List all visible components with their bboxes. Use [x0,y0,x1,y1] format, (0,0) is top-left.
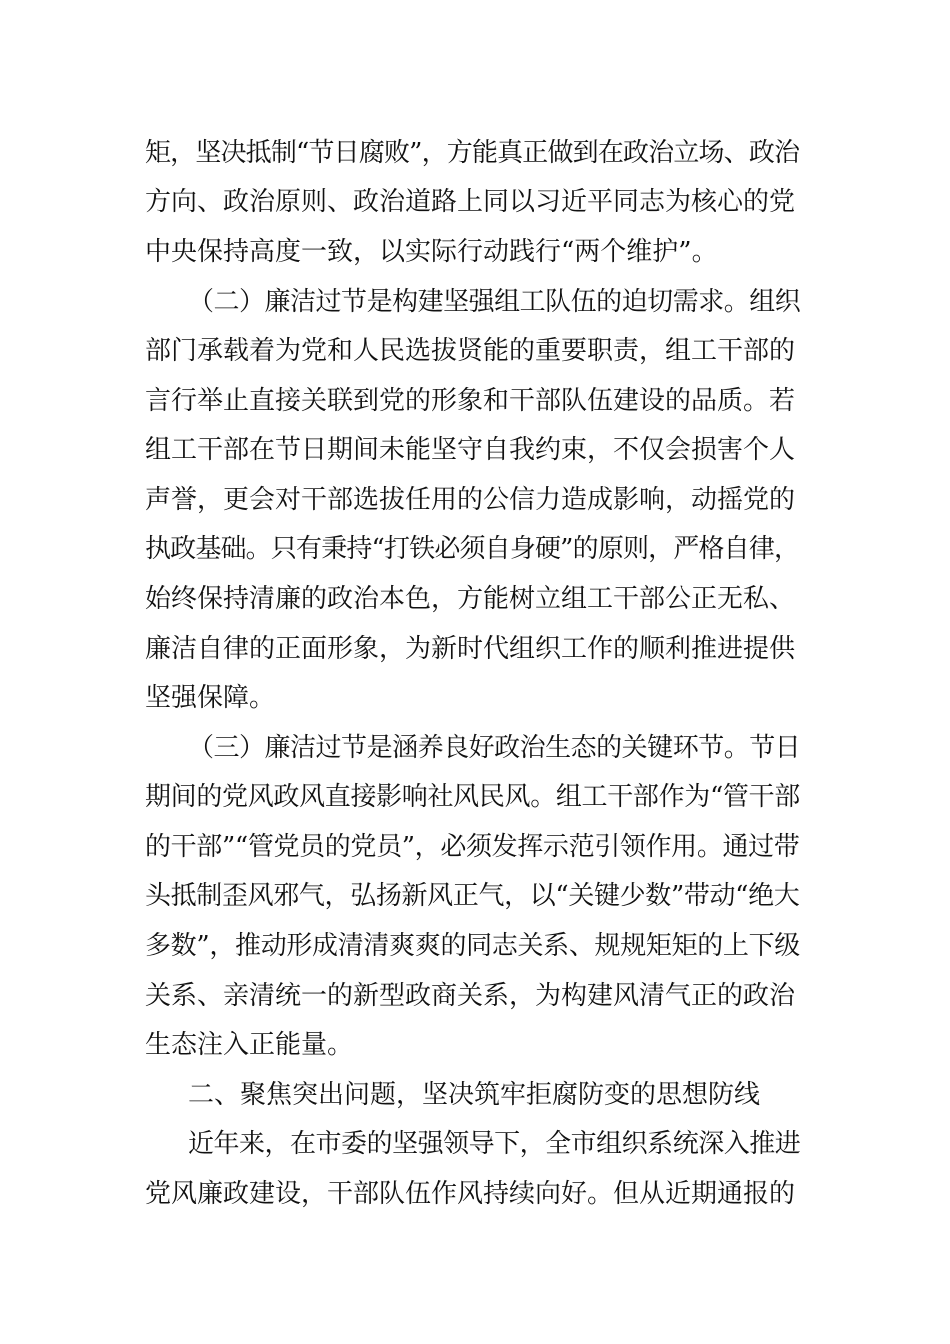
text-line-1: 矩，坚决抵制“节日腐败”，方能真正做到在政治立场、政治 [145,138,800,168]
text-line-7: 组工干部在节日期间未能坚守自我约束，不仅会损害个人 [145,435,796,465]
text-line-10: 始终保持清廉的政治本色，方能树立组工干部公正无私、 [145,584,796,614]
text-line-22: 党风廉政建设，干部队伍作风持续向好。但从近期通报的 [145,1179,796,1209]
text-line-19: 生态注入正能量。 [145,1030,354,1060]
text-line-11: 廉洁自律的正面形象，为新时代组织工作的顺利推进提供 [145,634,796,664]
text-line-14: 期间的党风政风直接影响社风民风。组工干部作为“管干部 [145,782,800,812]
text-line-17: 多数”，推动形成清清爽爽的同志关系、规规矩矩的上下级 [145,931,800,961]
text-line-18: 关系、亲清统一的新型政商关系，为构建风清气正的政治 [145,981,796,1011]
text-line-15: 的干部”“管党员的党员”，必须发挥示范引领作用。通过带 [145,832,800,862]
text-line-8: 声誉，更会对干部选拔任用的公信力造成影响，动摇党的 [145,485,796,515]
text-line-12: 坚强保障。 [145,683,276,713]
text-line-5: 部门承载着为党和人民选拔贤能的重要职责，组工干部的 [145,336,796,366]
text-line-9: 执政基础。只有秉持“打铁必须自身硬”的原则，严格自律， [145,534,800,564]
section-heading-3: （三）廉洁过节是涵养良好政治生态的关键环节。节日 [188,733,801,763]
text-line-16: 头抵制歪风邪气，弘扬新风正气，以“关键少数”带动“绝大 [145,881,800,911]
text-line-21: 近年来，在市委的坚强领导下，全市组织系统深入推进 [188,1129,801,1159]
section-heading-2: （二）廉洁过节是构建坚强组工队伍的迫切需求。组织 [188,287,801,317]
text-line-3: 中央保持高度一致，以实际行动践行“两个维护”。 [145,237,718,267]
chapter-heading-2: 二、聚焦突出问题，坚决筑牢拒腐防变的思想防线 [188,1080,761,1110]
text-line-6: 言行举止直接关联到党的形象和干部队伍建设的品质。若 [145,386,796,416]
text-line-2: 方向、政治原则、政治道路上同以习近平同志为核心的党 [145,187,796,217]
